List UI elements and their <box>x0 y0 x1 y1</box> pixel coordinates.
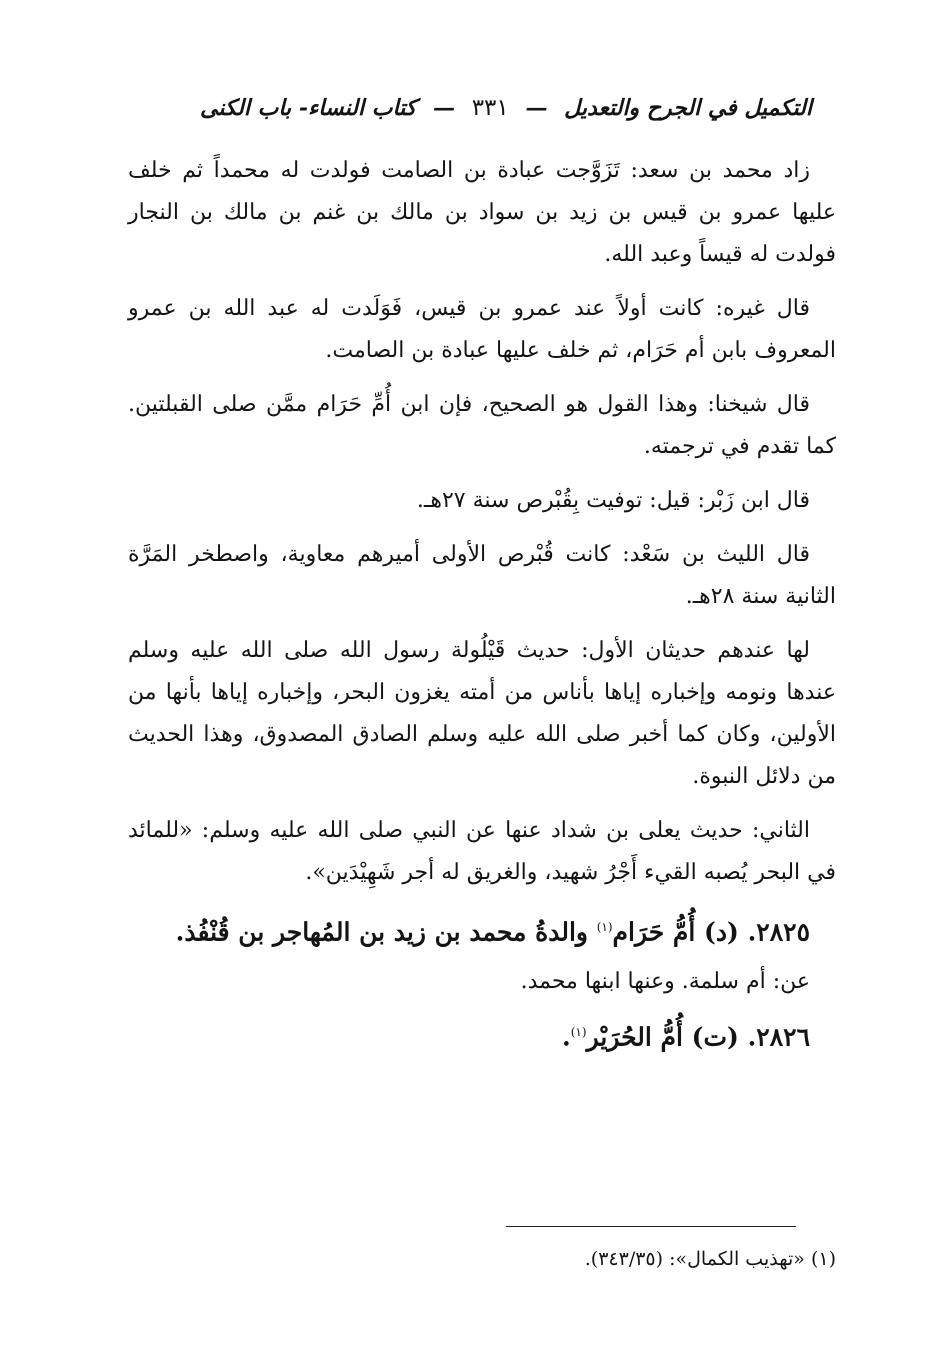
entry-narrators: عن: أم سلمة. وعنها ابنها محمد. <box>520 969 810 995</box>
entry-number: ٢٨٢٦. <box>747 1022 810 1052</box>
header-book-title: التكميل في الجرح والتعديل <box>564 95 812 121</box>
entry-punctuation: . <box>562 1022 571 1052</box>
paragraph: قال الليث بن سَعْد: كانت قُبْرص الأولى أميرهم معاوية، واصطخر المَرَّة الثانية سنة ٢٨هـ. <box>128 542 836 609</box>
footnote-separator <box>506 1226 796 1227</box>
header-dash: — <box>432 95 455 121</box>
paragraph: الثاني: حديث يعلى بن شداد عنها عن النبي صلى الله عليه وسلم: «للمائد في البحر يُصبه القيء أَجْرُ شهيد، والغريق له أجر شَهِيْدَين». <box>128 818 836 885</box>
entry-description: والدةُ محمد بن زيد بن المُهاجر بن قُنْفُذ. <box>175 917 597 947</box>
entry-number: ٢٨٢٥. <box>747 917 810 947</box>
footnote-marker: (١) <box>810 1248 836 1270</box>
biography-entry-heading <box>128 1011 836 1058</box>
paragraph: قال غيره: كانت أولاً عند عمرو بن قيس، فَوَلَدت له عبد الله بن عمرو المعروف بابن أم حَرَام، ثم خلف عليها عبادة بن الصامت. <box>128 296 836 363</box>
footnote-text: «تهذيب الكمال»: (٣٤٣/٣٥). <box>584 1248 805 1270</box>
paragraph: قال شيخنا: وهذا القول هو الصحيح، فإن ابن أُمِّ حَرَام ممَّن صلى القبلتين. كما تقدم في ترجمته. <box>128 392 836 459</box>
biography-entry-heading <box>128 906 836 953</box>
paragraph: قال ابن زَبْر: قيل: توفيت بِقُبْرص سنة ٢٧هـ. <box>416 488 810 513</box>
entry-name: (ت) أُمُّ الحُرَيْر <box>586 1022 739 1052</box>
footnote <box>420 1244 836 1274</box>
header-section-title: كتاب النساء- باب الكنى <box>200 95 417 121</box>
main-text <box>128 150 836 1067</box>
paragraph: زاد محمد بن سعد: تَزَوَّجت عبادة بن الصامت فولدت له محمداً ثم خلف عليها عمرو بن قيس بن زيد بن سواد بن مالك بن غنم بن مالك بن النجار فولدت له قيساً وعبد الله. <box>128 158 836 267</box>
footnote-ref: (١) <box>570 1025 587 1040</box>
footnote-ref: (١) <box>596 920 613 934</box>
paragraph: لها عندهم حديثان الأول: حديث قَيْلُولة رسول الله صلى الله عليه وسلم عندها ونومه وإخباره إياها بأناس من أمته يغزون البحر، وإخباره إياها بأنها من الأولين، وكان كما أخبر صلى الله عليه وسلم الصادق المصدوق، وهذا الحديث من دلائل النبوة. <box>128 638 836 789</box>
running-header <box>200 88 812 128</box>
header-dash: — <box>525 95 548 121</box>
entry-name: (د) أُمُّ حَرَام <box>612 917 739 947</box>
header-page-number: ٣٣١ <box>471 95 509 121</box>
